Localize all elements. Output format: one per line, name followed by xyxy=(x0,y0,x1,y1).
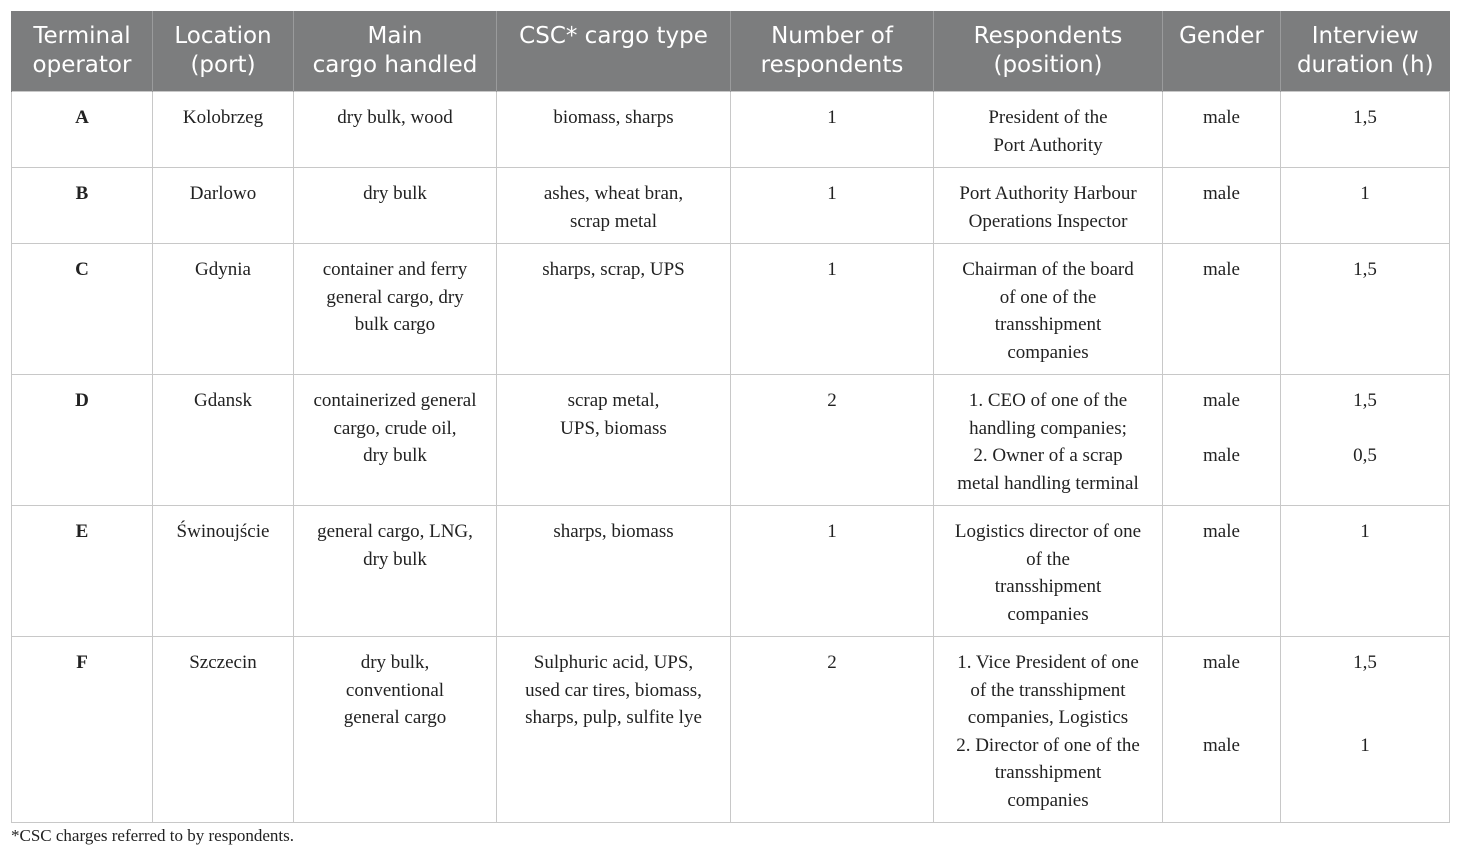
cell-text-line: scrap metal, xyxy=(567,390,660,411)
cell-text-line: male xyxy=(1203,390,1240,411)
cell-text-line: UPS, biomass xyxy=(560,417,667,439)
cell-text-line: 1 xyxy=(1360,521,1370,542)
header-csc-cargo-type xyxy=(497,11,731,92)
cell-csc-cargo-type xyxy=(497,375,731,506)
line-spacer xyxy=(1171,415,1272,443)
header-text-line: Respondents xyxy=(973,23,1123,49)
cell-text-line: containerized general xyxy=(313,390,477,411)
header-interview-duration xyxy=(1281,11,1450,92)
cell-text-line: dry bulk, wood xyxy=(337,107,453,128)
header-text-line: respondents xyxy=(760,52,904,78)
header-main-cargo xyxy=(294,11,497,92)
table-body xyxy=(12,92,1450,823)
header-terminal-operator xyxy=(12,11,153,92)
cell-text-line: dry bulk xyxy=(363,445,427,466)
header-text-line: duration (h) xyxy=(1296,52,1434,78)
header-text-line: cargo handled xyxy=(312,52,478,78)
table-row xyxy=(12,92,1450,168)
cell-interview-duration xyxy=(1281,92,1450,168)
cell-csc-cargo-type xyxy=(497,506,731,637)
cell-text-line: cargo, crude oil, xyxy=(333,417,457,439)
cell-respondents-position xyxy=(934,92,1163,168)
cell-respondents-position xyxy=(934,168,1163,244)
cell-text-line: male xyxy=(1203,183,1240,204)
cell-gender xyxy=(1163,637,1281,823)
header-number-of-respondents xyxy=(731,11,934,92)
cell-number-of-respondents: 1 xyxy=(731,244,934,375)
cell-text-line: Port Authority Harbour xyxy=(959,183,1137,204)
cell-csc-cargo-type xyxy=(497,168,731,244)
cell-text-line: of the xyxy=(1026,548,1070,570)
cell-text-line: dry bulk xyxy=(363,548,427,570)
cell-text-line: companies xyxy=(1007,789,1089,811)
cell-text-line: Port Authority xyxy=(993,134,1103,156)
cell-text-line: metal handling terminal xyxy=(957,472,1139,494)
cell-text-line: male xyxy=(1203,107,1240,128)
header-text-line: Location xyxy=(174,23,272,49)
cell-text-line: 1. Vice President of one xyxy=(957,652,1139,673)
cell-number-of-respondents: 2 xyxy=(731,637,934,823)
header-text-line: (position) xyxy=(993,52,1103,78)
line-spacer xyxy=(1289,677,1441,705)
cell-text-line: sharps, biomass xyxy=(553,521,674,542)
cell-main-cargo xyxy=(294,637,497,823)
cell-text-line: companies xyxy=(1007,603,1089,625)
cell-text-line: general cargo, dry xyxy=(326,286,464,308)
cell-location: Szczecin xyxy=(153,637,294,823)
cell-text-line: 1,5 xyxy=(1353,390,1377,411)
cell-text-line: 1 xyxy=(1360,183,1370,204)
cell-location: Gdynia xyxy=(153,244,294,375)
cell-text-line: general cargo, LNG, xyxy=(317,521,473,542)
cell-text-line: male xyxy=(1203,734,1240,756)
line-spacer xyxy=(1171,704,1272,732)
cell-location: Darlowo xyxy=(153,168,294,244)
header-respondents-position xyxy=(934,11,1163,92)
cell-interview-duration xyxy=(1281,375,1450,506)
table-row xyxy=(12,637,1450,823)
cell-text-line: male xyxy=(1203,652,1240,673)
cell-respondents-position xyxy=(934,244,1163,375)
cell-interview-duration xyxy=(1281,244,1450,375)
cell-number-of-respondents: 2 xyxy=(731,375,934,506)
cell-text-line: transshipment xyxy=(994,576,1102,597)
table-row xyxy=(12,375,1450,506)
table-row xyxy=(12,168,1450,244)
line-spacer xyxy=(1289,704,1441,732)
cell-text-line: container and ferry xyxy=(322,259,468,280)
cell-text-line: transshipment xyxy=(994,762,1102,783)
interview-table-wrapper xyxy=(11,11,1449,823)
cell-operator: F xyxy=(12,637,153,823)
header-text-line: Interview xyxy=(1311,23,1419,49)
cell-csc-cargo-type xyxy=(497,92,731,168)
header-gender xyxy=(1163,11,1281,92)
interview-table xyxy=(11,11,1450,823)
cell-interview-duration xyxy=(1281,168,1450,244)
cell-text-line: male xyxy=(1203,521,1240,542)
cell-text-line: 1,5 xyxy=(1353,107,1377,128)
cell-text-line: 1,5 xyxy=(1353,259,1377,280)
header-location xyxy=(153,11,294,92)
cell-main-cargo xyxy=(294,506,497,637)
cell-text-line: Sulphuric acid, UPS, xyxy=(533,652,694,673)
cell-main-cargo xyxy=(294,375,497,506)
cell-number-of-respondents: 1 xyxy=(731,168,934,244)
cell-number-of-respondents: 1 xyxy=(731,92,934,168)
cell-main-cargo xyxy=(294,244,497,375)
cell-operator: B xyxy=(12,168,153,244)
cell-text-line: conventional xyxy=(345,679,445,701)
cell-text-line: biomass, sharps xyxy=(553,107,674,128)
cell-gender xyxy=(1163,244,1281,375)
cell-operator: E xyxy=(12,506,153,637)
cell-gender xyxy=(1163,506,1281,637)
cell-gender xyxy=(1163,92,1281,168)
cell-text-line: President of the xyxy=(988,107,1108,128)
header-text-line: Number of xyxy=(771,23,893,49)
cell-text-line: male xyxy=(1203,445,1240,466)
cell-main-cargo xyxy=(294,92,497,168)
cell-text-line: dry bulk, xyxy=(360,652,430,673)
cell-gender xyxy=(1163,168,1281,244)
cell-text-line: used car tires, biomass, xyxy=(525,679,702,701)
cell-text-line: transshipment xyxy=(994,314,1102,335)
header-text-line: operator xyxy=(32,52,132,78)
cell-text-line: ashes, wheat bran, xyxy=(543,183,684,204)
cell-text-line: 1,5 xyxy=(1353,652,1377,673)
cell-text-line: Operations Inspector xyxy=(968,210,1128,232)
cell-text-line: scrap metal xyxy=(569,210,658,232)
cell-text-line: 2. Director of one of the xyxy=(956,734,1140,756)
cell-text-line: 2. Owner of a scrap xyxy=(973,445,1123,466)
cell-text-line: Chairman of the board xyxy=(962,259,1134,280)
cell-operator: A xyxy=(12,92,153,168)
footnote: *CSC charges referred to by respondents. xyxy=(11,826,294,845)
cell-respondents-position xyxy=(934,637,1163,823)
cell-interview-duration xyxy=(1281,637,1450,823)
cell-text-line: of the transshipment xyxy=(970,679,1126,701)
header-text-line: (port) xyxy=(190,52,256,78)
cell-location: Gdansk xyxy=(153,375,294,506)
cell-respondents-position xyxy=(934,375,1163,506)
cell-text-line: companies xyxy=(1007,341,1089,363)
cell-text-line: handling companies; xyxy=(969,417,1127,439)
cell-text-line: sharps, pulp, sulfite lye xyxy=(525,707,702,728)
cell-respondents-position xyxy=(934,506,1163,637)
header-row xyxy=(12,11,1450,92)
cell-location: Kolobrzeg xyxy=(153,92,294,168)
table-row xyxy=(12,244,1450,375)
cell-text-line: sharps, scrap, UPS xyxy=(542,259,685,280)
header-text-line: Terminal xyxy=(33,23,131,49)
cell-location: Świnoujście xyxy=(153,506,294,637)
cell-text-line: 1 xyxy=(1360,734,1370,756)
cell-text-line: 1. CEO of one of the xyxy=(968,390,1128,411)
cell-text-line: general cargo xyxy=(343,707,447,728)
line-spacer xyxy=(1171,677,1272,705)
header-text-line: Gender xyxy=(1179,23,1264,49)
cell-csc-cargo-type xyxy=(497,244,731,375)
header-text-line: Main xyxy=(367,23,423,49)
cell-gender xyxy=(1163,375,1281,506)
cell-text-line: dry bulk xyxy=(363,183,427,204)
cell-text-line: Logistics director of one xyxy=(954,521,1142,542)
cell-text-line: companies, Logistics xyxy=(967,707,1129,728)
cell-text-line: male xyxy=(1203,259,1240,280)
cell-number-of-respondents: 1 xyxy=(731,506,934,637)
cell-operator: D xyxy=(12,375,153,506)
cell-csc-cargo-type xyxy=(497,637,731,823)
header-text-line: CSC* cargo type xyxy=(519,23,708,49)
cell-text-line: of one of the xyxy=(999,286,1097,308)
cell-text-line: bulk cargo xyxy=(354,314,436,335)
cell-text-line: 0,5 xyxy=(1353,445,1377,466)
cell-main-cargo xyxy=(294,168,497,244)
table-row xyxy=(12,506,1450,637)
cell-interview-duration xyxy=(1281,506,1450,637)
cell-operator: C xyxy=(12,244,153,375)
line-spacer xyxy=(1289,415,1441,443)
